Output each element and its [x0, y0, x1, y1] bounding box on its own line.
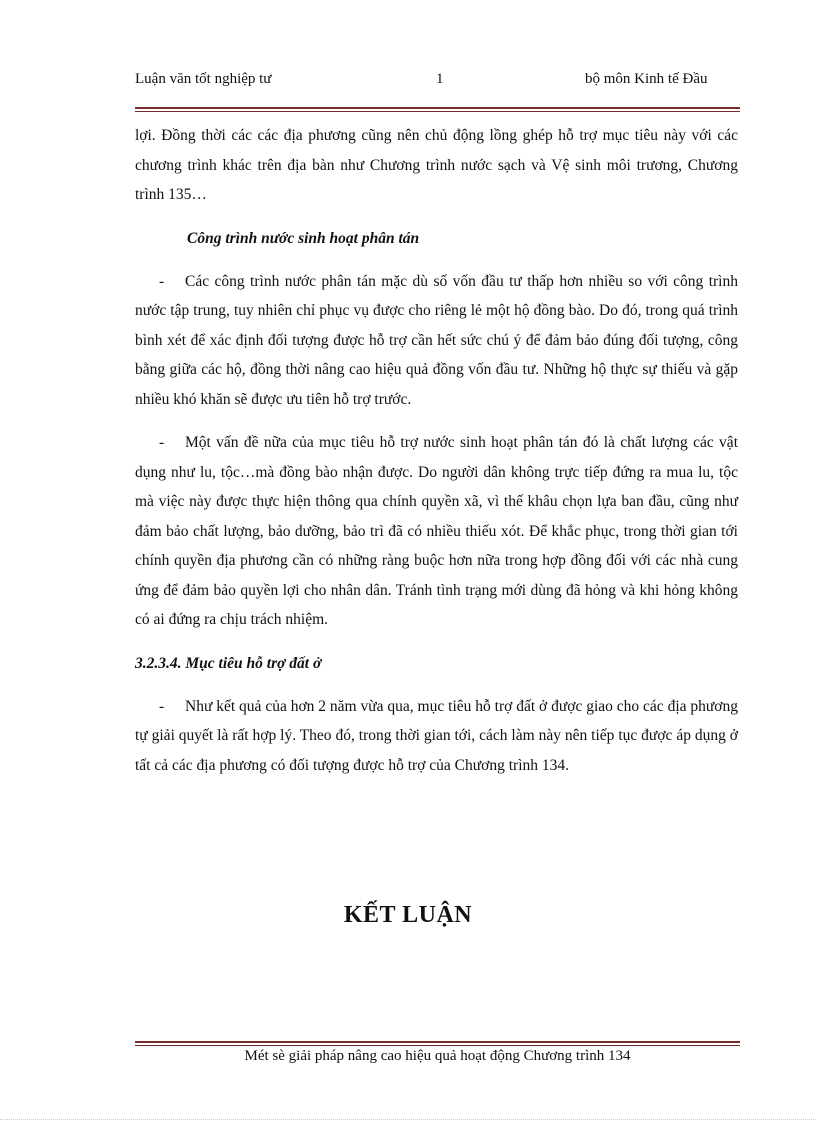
bullet-paragraph	[135, 692, 738, 781]
bullet-dash: -	[159, 697, 165, 715]
header-right: bộ môn Kinh tế Đầu	[585, 71, 708, 87]
conclusion-title: KẾT LUẬN	[343, 902, 473, 928]
page-number: 1	[436, 71, 444, 87]
page-edge	[0, 1119, 816, 1120]
footer-rule	[135, 1041, 740, 1043]
bullet-paragraph	[135, 428, 738, 635]
subheading: Công trình nước sinh hoạt phân tán	[187, 229, 420, 247]
page-footer: Mét sè giải pháp nâng cao hiệu quả hoạt động Chương trình 134	[244, 1048, 631, 1064]
bullet-text: Các công trình nước phân tán mặc dù số vốn đầu tư thấp hơn nhiều so với công trình nước tập trung, tuy nhiên chỉ phục vụ được cho riêng lẻ một hộ đồng bào. Do đó, trong quá trình bình xét để xác định đối tượng được hỗ trợ cần hết sức chú ý để đảm bảo đúng đối tượng, công bằng giữa các hộ, đồng thời nâng cao hiệu quả đồng vốn đầu tư. Những hộ thực sự thiếu và gặp nhiều khó khăn sẽ được ưu tiên hỗ trợ trước.	[135, 272, 738, 408]
header-rule-thin	[135, 111, 740, 112]
bullet-text: Như kết quả của hơn 2 năm vừa qua, mục tiêu hỗ trợ đất ở được giao cho các địa phương tự giải quyết là rất hợp lý. Theo đó, trong thời gian tới, cách làm này nên tiếp tục được áp dụng ở tất cả các địa phương có đối tượng được hỗ trợ của Chương trình 134.	[135, 697, 738, 774]
bullet-dash: -	[159, 272, 165, 290]
bullet-paragraph	[135, 267, 738, 415]
paragraph-continuation: lợi. Đồng thời các các địa phương cũng nên chủ động lồng ghép hỗ trợ mục tiêu này với các chương trình khác trên địa bàn như Chương trình nước sạch và Vệ sinh môi trương, Chương trình 135…	[135, 127, 738, 203]
bullet-text: Một vấn đề nữa của mục tiêu hỗ trợ nước sinh hoạt phân tán đó là chất lượng các vật dụng như lu, tộc…mà đồng bào nhận được. Do người dân không trực tiếp đứng ra mua lu, tộc mà việc này được thực hiện thông qua chính quyền xã, vì thế khâu chọn lựa ban đầu, cũng như đảm bảo chất lượng, bảo dưỡng, bảo trì đã có nhiều thiếu xót. Để khắc phục, trong thời gian tới chính quyền địa phương cần có những ràng buộc hơn nữa trong hợp đồng đối với các nhà cung ứng để đảm bảo quyền lợi cho nhân dân. Tránh tình trạng mới dùng đã hỏng và khi hỏng không có ai đứng ra chịu trách nhiệm.	[135, 434, 738, 628]
header-rule	[135, 107, 740, 109]
header-left: Luận văn tốt nghiệp tư	[135, 71, 272, 87]
section-heading: 3.2.3.4. Mục tiêu hỗ trợ đất ở	[135, 654, 322, 672]
bullet-dash: -	[159, 434, 165, 451]
page-content	[135, 121, 738, 780]
footer-rule-thin	[135, 1045, 740, 1046]
